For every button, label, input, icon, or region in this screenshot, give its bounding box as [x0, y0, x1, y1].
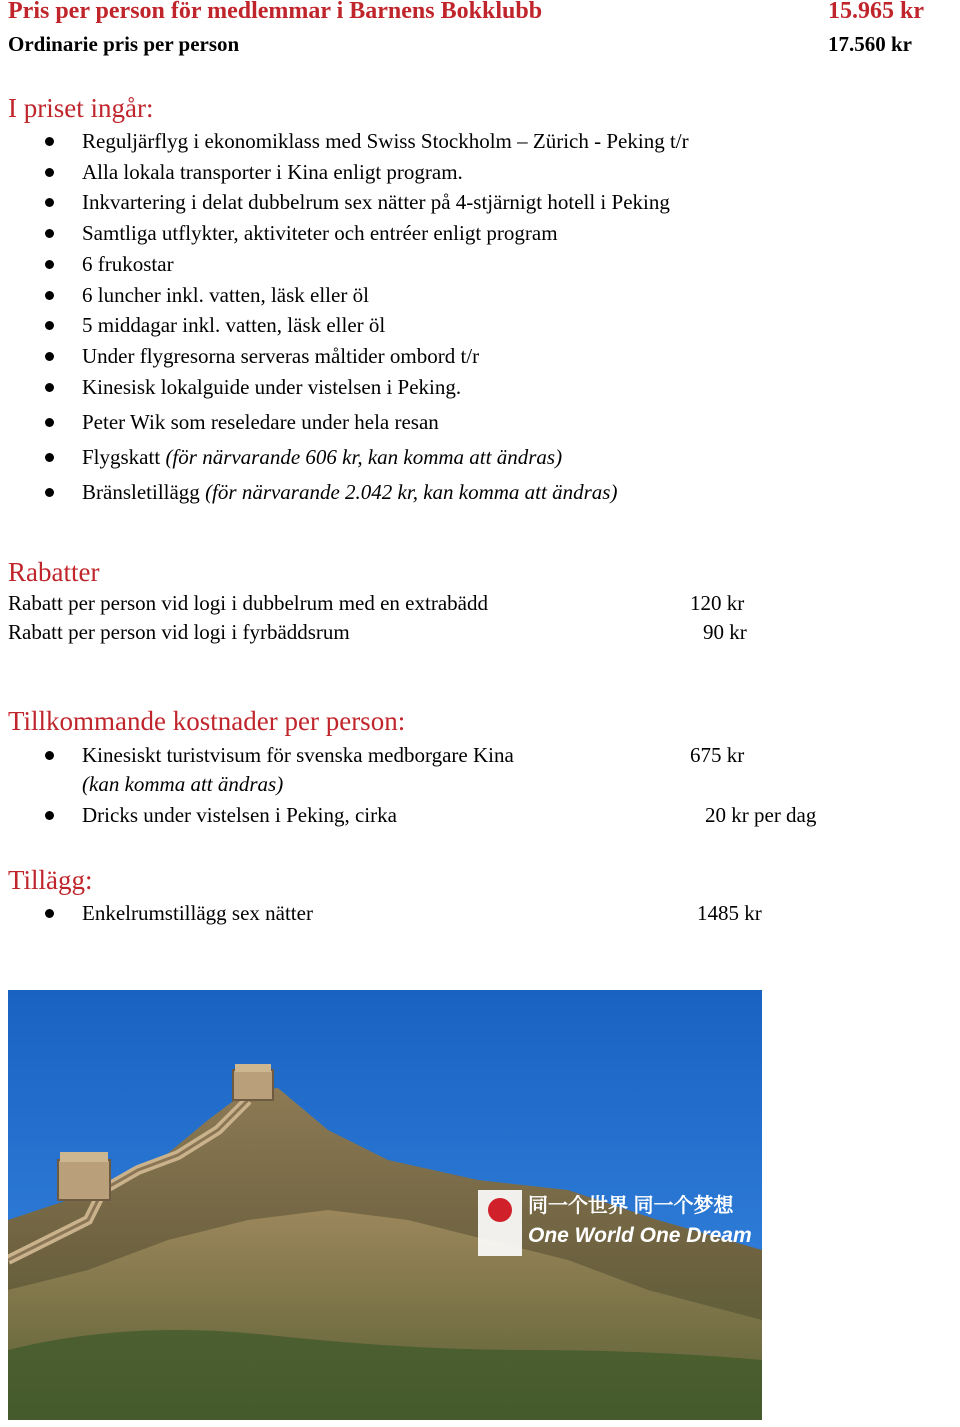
- list-item-flygskatt: [82, 447, 562, 468]
- bullet-icon: [45, 418, 54, 427]
- included-heading: I priset ingår:: [8, 93, 154, 123]
- bullet-icon: [45, 198, 54, 207]
- great-wall-photo: [8, 990, 762, 1420]
- list-item: 6 luncher inkl. vatten, läsk eller öl: [82, 283, 369, 307]
- bullet-icon: [45, 383, 54, 392]
- member-price-value: 15.965 kr: [828, 0, 924, 24]
- bullet-icon: [45, 488, 54, 497]
- list-item: Under flygresorna serveras måltider ombord t/r: [82, 344, 480, 368]
- enkelrum-label: Enkelrumstillägg sex nätter: [82, 901, 313, 925]
- list-item: Peter Wik som reseledare under hela resan: [82, 410, 439, 434]
- bullet-icon: [45, 453, 54, 462]
- bullet-icon: [45, 260, 54, 269]
- bullet-icon: [45, 321, 54, 330]
- bullet-icon: [45, 291, 54, 300]
- dricks-value: 20 kr per dag: [705, 803, 817, 827]
- list-item: Samtliga utflykter, aktiviteter och entréer enligt program: [82, 221, 558, 245]
- list-item: Reguljärflyg i ekonomiklass med Swiss Stockholm – Zürich - Peking t/r: [82, 129, 689, 153]
- list-item-bransle: [82, 482, 617, 503]
- banner-chinese: 同一个世界 同一个梦想: [528, 1195, 734, 1217]
- dricks-label: Dricks under vistelsen i Peking, cirka: [82, 803, 397, 827]
- list-item: Inkvartering i delat dubbelrum sex nätter på 4-stjärnigt hotell i Peking: [82, 190, 670, 214]
- list-item: 6 frukostar: [82, 252, 174, 276]
- list-item: 5 middagar inkl. vatten, läsk eller öl: [82, 313, 386, 337]
- banner-english: One World One Dream: [528, 1224, 752, 1247]
- bullet-icon: [45, 229, 54, 238]
- bullet-icon: [45, 168, 54, 177]
- bullet-icon: [45, 137, 54, 146]
- rabatt-fyrbadd-label: Rabatt per person vid logi i fyrbäddsrum: [8, 620, 350, 644]
- enkelrum-value: 1485 kr: [697, 901, 762, 925]
- flygskatt-note: (för närvarande 606 kr, kan komma att ändras): [165, 445, 563, 469]
- bullet-icon: [45, 751, 54, 760]
- visum-value: 675 kr: [690, 743, 745, 767]
- bullet-icon: [45, 909, 54, 918]
- rabatter-heading: Rabatter: [8, 557, 100, 587]
- member-price-label: Pris per person för medlemmar i Barnens Bokklubb: [8, 0, 543, 24]
- visum-label: Kinesiskt turistvisum för svenska medborgare Kina: [82, 743, 514, 767]
- flygskatt-label: Flygskatt: [82, 445, 166, 469]
- ordinary-price-value: 17.560 kr: [828, 32, 912, 56]
- tillkommande-heading: Tillkommande kostnader per person:: [8, 706, 406, 736]
- great-wall-illustration: [8, 990, 762, 1420]
- rabatt-dubbelrum-label: Rabatt per person vid logi i dubbelrum med en extrabädd: [8, 591, 488, 615]
- list-item: Kinesisk lokalguide under vistelsen i Peking.: [82, 375, 462, 399]
- tillagg-heading: Tillägg:: [8, 865, 93, 895]
- bransle-label: Bränsletillägg: [82, 480, 206, 504]
- visum-note: (kan komma att ändras): [82, 772, 284, 796]
- bullet-icon: [45, 352, 54, 361]
- ordinary-price-label: Ordinarie pris per person: [8, 32, 240, 56]
- list-item: Alla lokala transporter i Kina enligt program.: [82, 160, 463, 184]
- rabatt-fyrbadd-value: 90 kr: [703, 620, 747, 644]
- rabatt-dubbelrum-value: 120 kr: [690, 591, 745, 615]
- bullet-icon: [45, 811, 54, 820]
- bransle-note: (för närvarande 2.042 kr, kan komma att ändras): [205, 480, 618, 504]
